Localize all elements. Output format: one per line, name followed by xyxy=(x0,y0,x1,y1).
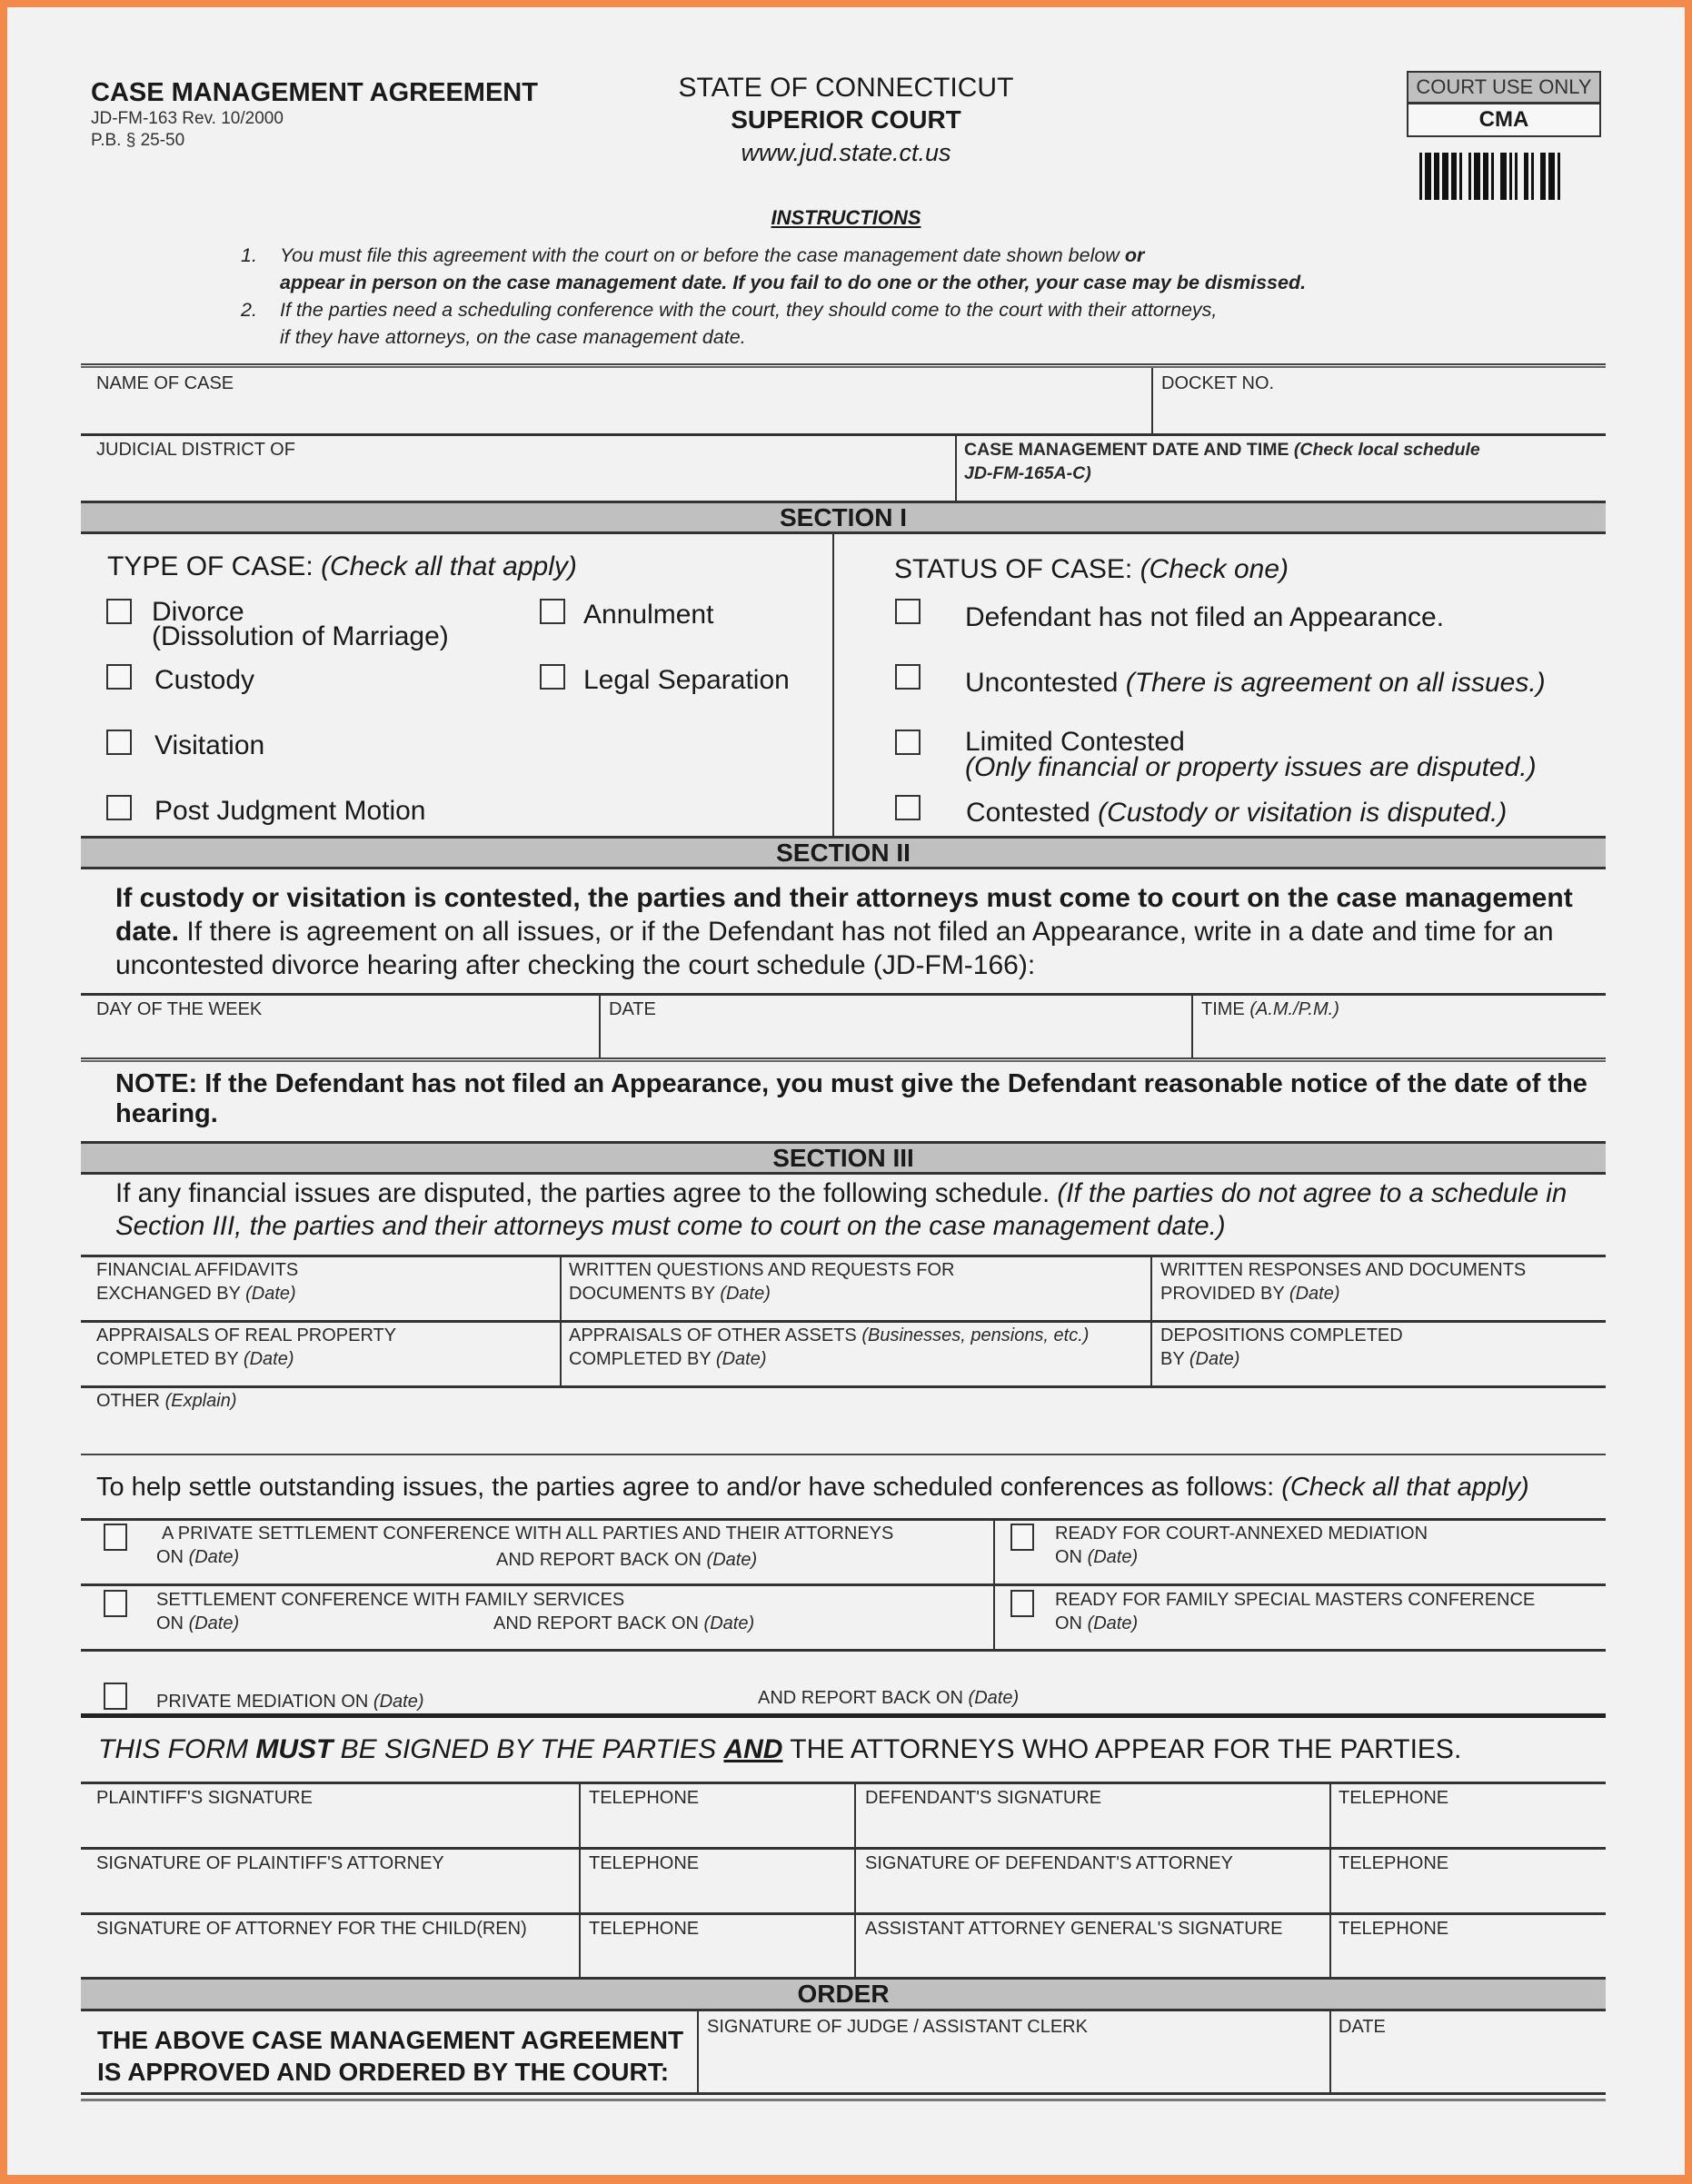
divider xyxy=(832,534,834,837)
divider xyxy=(599,995,601,1058)
aag-signature-label: ASSISTANT ATTORNEY GENERAL'S SIGNATURE xyxy=(865,1919,1283,1939)
private-settlement-on-label: ON (Date) xyxy=(156,1547,240,1567)
aag-telephone-label: TELEPHONE xyxy=(1339,1919,1449,1939)
defendant-telephone-input[interactable] xyxy=(1339,1812,1597,1845)
status-limited-contested-radio[interactable] xyxy=(895,730,921,755)
depositions-label: DEPOSITIONS COMPLETED BY (Date) xyxy=(1160,1325,1403,1369)
judicial-district-label: JUDICIAL DISTRICT OF xyxy=(96,440,295,460)
order-date-input[interactable] xyxy=(1339,2044,1597,2084)
visitation-checkbox[interactable] xyxy=(106,730,132,755)
post-judgment-motion-checkbox[interactable] xyxy=(106,795,132,820)
court-name: SUPERIOR COURT xyxy=(731,105,961,134)
defendant-signature-field[interactable] xyxy=(865,1812,1319,1845)
day-of-week-label: DAY OF THE WEEK xyxy=(96,999,263,1019)
plaintiff-signature-label: PLAINTIFF'S SIGNATURE xyxy=(96,1788,313,1808)
order-date-label: DATE xyxy=(1339,2017,1386,2037)
instruction-1: 1. You must file this agreement with the court on or before the case management date shown below or appear in person on the case management date. If you fail to do one or the other, your case may be dismissed. xyxy=(241,244,1307,293)
private-mediation-label: PRIVATE MEDIATION ON (Date) xyxy=(156,1692,424,1712)
status-no-appearance-label: Defendant has not filed an Appearance. xyxy=(965,602,1445,632)
signature-requirement: THIS FORM MUST BE SIGNED BY THE PARTIES AND THE ATTORNEYS WHO APPEAR FOR THE PARTIES. xyxy=(98,1734,1462,1764)
hearing-date-input[interactable] xyxy=(609,1025,1181,1056)
defendant-telephone-label: TELEPHONE xyxy=(1339,1788,1449,1808)
written-questions-label: WRITTEN QUESTIONS AND REQUESTS FOR DOCUMENTS BY (Date) xyxy=(569,1260,955,1304)
private-settlement-report-label: AND REPORT BACK ON (Date) xyxy=(496,1550,758,1570)
family-services-checkbox[interactable] xyxy=(104,1590,127,1617)
private-settlement-title: A PRIVATE SETTLEMENT CONFERENCE WITH ALL PARTIES AND THEIR ATTORNEYS xyxy=(162,1524,894,1544)
judge-signature-label: SIGNATURE OF JUDGE / ASSISTANT CLERK xyxy=(707,2017,1088,2037)
visitation-label: Visitation xyxy=(154,730,265,760)
type-of-case-heading: TYPE OF CASE: (Check all that apply) xyxy=(107,551,577,581)
cm-date-input[interactable] xyxy=(1161,467,1597,498)
day-of-week-input[interactable] xyxy=(96,1025,587,1056)
defendant-attorney-telephone-input[interactable] xyxy=(1339,1879,1597,1911)
private-mediation-checkbox[interactable] xyxy=(104,1683,127,1710)
divider xyxy=(81,1713,1606,1718)
family-services-on-label: ON (Date) xyxy=(156,1613,240,1633)
barcode-icon xyxy=(1419,153,1596,200)
divider xyxy=(1191,995,1193,1058)
status-limited-contested-label: Limited Contested (Only financial or property issues are disputed.) xyxy=(965,727,1537,782)
annulment-checkbox[interactable] xyxy=(540,599,565,624)
divider xyxy=(1151,368,1153,433)
divider xyxy=(81,1057,1606,1062)
divider xyxy=(81,1385,1606,1388)
status-uncontested-label: Uncontested (There is agreement on all issues.) xyxy=(965,668,1546,698)
order-statement: THE ABOVE CASE MANAGEMENT AGREEMENT IS APPROVED AND ORDERED BY THE COURT: xyxy=(97,2026,684,2086)
plaintiff-signature-field[interactable] xyxy=(96,1812,569,1845)
plaintiff-attorney-telephone-input[interactable] xyxy=(589,1879,843,1911)
custody-checkbox[interactable] xyxy=(106,664,132,690)
order-header: ORDER xyxy=(81,1977,1606,2011)
hearing-notice: NOTE: If the Defendant has not filed an Appearance, you must give the Defendant reasonable notice of the date of the hearing. xyxy=(115,1069,1587,1128)
divider xyxy=(81,1782,1606,1784)
hearing-time-input[interactable] xyxy=(1201,1025,1597,1056)
annulment-label: Annulment xyxy=(583,600,714,630)
divider xyxy=(697,2011,699,2093)
custody-label: Custody xyxy=(154,665,255,695)
defendant-attorney-telephone-label: TELEPHONE xyxy=(1339,1853,1449,1873)
divorce-label: Divorce (Dissolution of Marriage) xyxy=(152,597,449,651)
divider xyxy=(81,1583,1606,1586)
divider xyxy=(81,1847,1606,1850)
court-mediation-on-label: ON (Date) xyxy=(1055,1547,1139,1567)
child-attorney-signature-field[interactable] xyxy=(96,1944,569,1977)
form-title: CASE MANAGEMENT AGREEMENT xyxy=(91,78,538,107)
plaintiff-telephone-label: TELEPHONE xyxy=(589,1788,700,1808)
section-2-instructions: If custody or visitation is contested, the parties and their attorneys must come to court on the case management date. If there is agreement on all issues, or if the Defendant has not filed an Appearance, write in a date and time for an uncontested divorce hearing after checking the court schedule (JD-FM-166): xyxy=(115,883,1573,980)
appraisals-other-assets-label: APPRAISALS OF OTHER ASSETS (Businesses, pensions, etc.) COMPLETED BY (Date) xyxy=(569,1325,1090,1369)
docket-no-label: DOCKET NO. xyxy=(1161,373,1275,393)
aag-telephone-input[interactable] xyxy=(1339,1944,1597,1977)
other-explain-input[interactable] xyxy=(96,1417,1596,1450)
special-masters-title: READY FOR FAMILY SPECIAL MASTERS CONFERENCE xyxy=(1055,1590,1536,1610)
practice-book-ref: P.B. § 25-50 xyxy=(91,131,185,150)
child-attorney-telephone-label: TELEPHONE xyxy=(589,1919,700,1939)
private-settlement-checkbox[interactable] xyxy=(104,1524,127,1551)
divorce-checkbox[interactable] xyxy=(106,599,132,624)
section-1-header: SECTION I xyxy=(81,501,1606,534)
instructions-title: INSTRUCTIONS xyxy=(771,206,921,229)
child-attorney-signature-label: SIGNATURE OF ATTORNEY FOR THE CHILD(REN) xyxy=(96,1919,527,1939)
other-explain-label: OTHER (Explain) xyxy=(96,1391,237,1411)
defendant-attorney-signature-label: SIGNATURE OF DEFENDANT'S ATTORNEY xyxy=(865,1853,1233,1873)
divider xyxy=(81,1649,1606,1652)
family-services-title: SETTLEMENT CONFERENCE WITH FAMILY SERVICES xyxy=(156,1590,625,1610)
status-uncontested-radio[interactable] xyxy=(895,664,921,690)
form-number: JD-FM-163 Rev. 10/2000 xyxy=(91,109,284,128)
defendant-signature-label: DEFENDANT'S SIGNATURE xyxy=(865,1788,1102,1808)
court-mediation-checkbox[interactable] xyxy=(1010,1524,1034,1551)
name-of-case-label: NAME OF CASE xyxy=(96,373,234,393)
plaintiff-attorney-signature-label: SIGNATURE OF PLAINTIFF'S ATTORNEY xyxy=(96,1853,444,1873)
post-judgment-motion-label: Post Judgment Motion xyxy=(154,796,426,826)
court-website-link[interactable]: www.jud.state.ct.us xyxy=(741,139,951,166)
divider xyxy=(955,436,957,501)
court-use-code: CMA xyxy=(1408,104,1599,135)
legal-separation-label: Legal Separation xyxy=(583,665,790,695)
aag-signature-field[interactable] xyxy=(865,1944,1319,1977)
status-of-case-heading: STATUS OF CASE: (Check one) xyxy=(894,554,1289,584)
docket-no-input[interactable] xyxy=(1161,398,1597,431)
written-responses-label: WRITTEN RESPONSES AND DOCUMENTS PROVIDED BY (Date) xyxy=(1160,1260,1527,1304)
divider xyxy=(81,1320,1606,1323)
conferences-intro: To help settle outstanding issues, the parties agree to and/or have scheduled conferences as follows: (Check all that apply) xyxy=(96,1473,1529,1502)
status-contested-radio[interactable] xyxy=(895,795,921,820)
instruction-2: 2. If the parties need a scheduling conference with the court, they should come to the court with their attorneys, if they have attorneys, on the case management date. xyxy=(241,299,1218,348)
court-use-only-label: COURT USE ONLY xyxy=(1408,73,1599,104)
divider xyxy=(854,1783,856,1980)
divider xyxy=(81,1912,1606,1915)
state-name: STATE OF CONNECTICUT xyxy=(678,73,1014,103)
section-2-header: SECTION II xyxy=(81,836,1606,869)
divider xyxy=(81,993,1606,996)
legal-separation-checkbox[interactable] xyxy=(540,664,565,690)
court-use-only-box xyxy=(1407,71,1601,137)
divider xyxy=(81,1255,1606,1257)
divider xyxy=(81,1518,1606,1521)
appraisals-real-property-label: APPRAISALS OF REAL PROPERTY COMPLETED BY (Date) xyxy=(96,1325,397,1369)
plaintiff-telephone-input[interactable] xyxy=(589,1812,843,1845)
financial-affidavits-label: FINANCIAL AFFIDAVITS EXCHANGED BY (Date) xyxy=(96,1260,299,1304)
divider xyxy=(81,1454,1606,1455)
hearing-date-label: DATE xyxy=(609,999,656,1019)
special-masters-checkbox[interactable] xyxy=(1010,1590,1034,1617)
section-3-header: SECTION III xyxy=(81,1141,1606,1175)
hearing-time-label: TIME (A.M./P.M.) xyxy=(1201,999,1339,1019)
section-3-intro: If any financial issues are disputed, the parties agree to the following schedule. (If the parties do not agree to a schedule in Section III, the parties and their attorneys must come to court on the case management date.) xyxy=(115,1178,1568,1241)
divider xyxy=(81,363,1606,368)
private-mediation-report-label: AND REPORT BACK ON (Date) xyxy=(758,1688,1020,1708)
divider xyxy=(81,433,1606,436)
divider xyxy=(1329,2011,1331,2093)
court-mediation-title: READY FOR COURT-ANNEXED MEDIATION xyxy=(1055,1524,1428,1544)
family-services-report-label: AND REPORT BACK ON (Date) xyxy=(493,1613,755,1633)
judge-signature-field[interactable] xyxy=(707,2044,1316,2084)
status-contested-label: Contested (Custody or visitation is disputed.) xyxy=(966,798,1508,828)
plaintiff-attorney-signature-field[interactable] xyxy=(96,1879,569,1911)
divider xyxy=(81,2099,1606,2101)
divider xyxy=(1329,1783,1331,1980)
status-no-appearance-radio[interactable] xyxy=(895,599,921,624)
plaintiff-attorney-telephone-label: TELEPHONE xyxy=(589,1853,700,1873)
divider xyxy=(81,2092,1606,2095)
divider xyxy=(579,1783,581,1980)
judicial-district-input[interactable] xyxy=(96,465,941,498)
special-masters-on-label: ON (Date) xyxy=(1055,1613,1139,1633)
defendant-attorney-signature-field[interactable] xyxy=(865,1879,1319,1911)
child-attorney-telephone-input[interactable] xyxy=(589,1944,843,1977)
name-of-case-input[interactable] xyxy=(96,398,1141,431)
cm-date-label: CASE MANAGEMENT DATE AND TIME (Check local schedule JD-FM-165A-C) xyxy=(964,440,1480,483)
